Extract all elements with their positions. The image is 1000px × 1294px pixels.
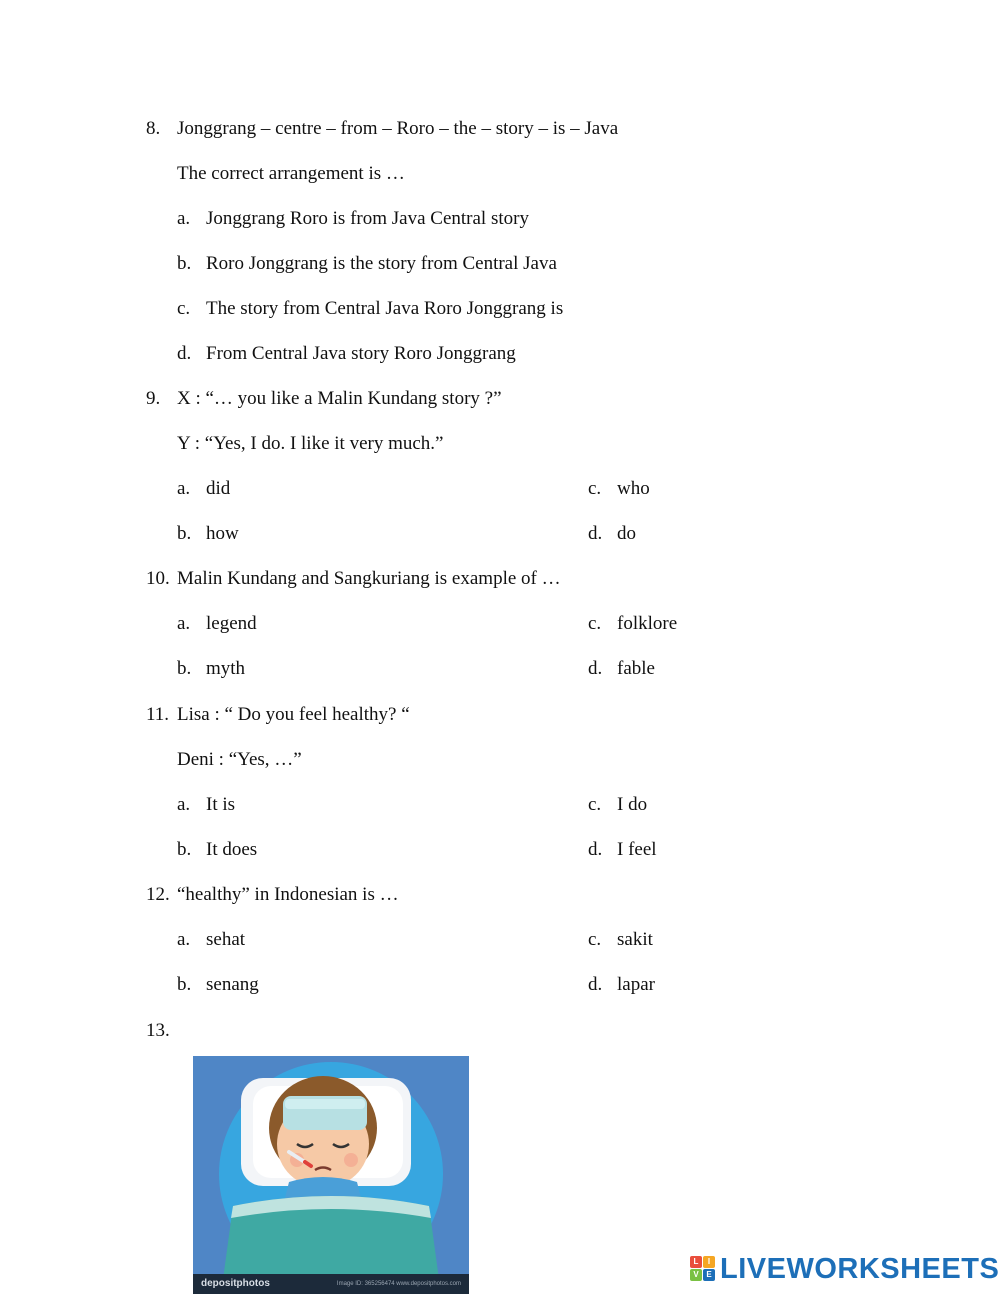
option-b[interactable] [177, 253, 557, 275]
option-c[interactable] [588, 613, 677, 635]
option-letter: c. [177, 298, 191, 319]
option-letter: a. [177, 208, 191, 229]
question-number: 11. [146, 704, 170, 725]
option-c[interactable] [588, 929, 653, 951]
option-letter: a. [177, 613, 191, 634]
option-letter: b. [177, 658, 192, 679]
question-prompt: Deni : “Yes, …” [177, 749, 302, 770]
image-id-text: Image ID: 365256474 www.depositphotos.com [336, 1281, 461, 1287]
option-text: From Central Java story Roro Jonggrang [206, 343, 516, 364]
option-d[interactable] [177, 343, 516, 365]
liveworksheets-logo[interactable] [690, 1252, 999, 1286]
question-number: 13. [146, 1020, 170, 1041]
liveworksheets-wordmark: LIVEWORKSHEETS [720, 1252, 1000, 1285]
option-letter: d. [177, 343, 192, 364]
option-d[interactable] [588, 974, 655, 996]
option-text: fable [617, 658, 655, 679]
option-d[interactable] [588, 523, 636, 545]
option-b[interactable] [177, 523, 239, 545]
option-letter: a. [177, 478, 191, 499]
option-letter: c. [588, 613, 602, 634]
question-stem: Malin Kundang and Sangkuriang is example of … [177, 568, 561, 589]
question-stem: X : “… you like a Malin Kundang story ?” [177, 388, 502, 409]
option-d[interactable] [588, 839, 657, 861]
option-letter: d. [588, 974, 603, 995]
option-text: who [617, 478, 650, 499]
logo-letter-tile: E [703, 1269, 715, 1281]
option-a[interactable] [177, 929, 245, 951]
option-text: I feel [617, 839, 657, 860]
option-text: lapar [617, 974, 655, 995]
option-a[interactable] [177, 208, 529, 230]
option-text: do [617, 523, 636, 544]
option-letter: b. [177, 974, 192, 995]
option-text: Jonggrang Roro is from Java Central story [206, 208, 529, 229]
question-number: 8. [146, 118, 161, 139]
question-stem: Jonggrang – centre – from – Roro – the – story – is – Java [177, 118, 619, 139]
option-b[interactable] [177, 658, 245, 680]
option-letter: a. [177, 794, 191, 815]
option-text: how [206, 523, 239, 544]
option-letter: b. [177, 523, 192, 544]
option-text: legend [206, 613, 257, 634]
question-prompt: The correct arrangement is … [177, 163, 405, 184]
option-a[interactable] [177, 613, 257, 635]
question-number: 12. [146, 884, 170, 905]
question-number: 10. [146, 568, 170, 589]
option-text: It is [206, 794, 236, 815]
sick-child-image [193, 1056, 469, 1294]
option-letter: c. [588, 794, 602, 815]
depositphotos-brand: depositphotos [201, 1278, 270, 1289]
stock-photo-footer [193, 1274, 469, 1294]
option-letter: d. [588, 523, 603, 544]
option-text: sakit [617, 929, 653, 950]
question-stem: Lisa : “ Do you feel healthy? “ [177, 704, 410, 725]
option-b[interactable] [177, 839, 257, 861]
option-letter: b. [177, 839, 192, 860]
question-stem: “healthy” in Indonesian is … [177, 884, 399, 905]
option-text: The story from Central Java Roro Jonggrang is [206, 298, 564, 319]
option-text: did [206, 478, 231, 499]
liveworksheets-icon [690, 1256, 716, 1282]
option-c[interactable] [588, 478, 650, 500]
option-a[interactable] [177, 478, 230, 500]
option-letter: c. [588, 929, 602, 950]
option-text: folklore [617, 613, 678, 634]
logo-letter-tile: L [690, 1256, 702, 1268]
option-text: sehat [206, 929, 246, 950]
option-c[interactable] [588, 794, 647, 816]
option-letter: a. [177, 929, 191, 950]
option-text: I do [617, 794, 648, 815]
option-letter: d. [588, 658, 603, 679]
option-d[interactable] [588, 658, 655, 680]
option-letter: d. [588, 839, 603, 860]
option-letter: c. [588, 478, 602, 499]
option-text: Roro Jonggrang is the story from Central Java [206, 253, 557, 274]
option-text: It does [206, 839, 258, 860]
option-c[interactable] [177, 298, 563, 320]
option-b[interactable] [177, 974, 259, 996]
option-a[interactable] [177, 794, 235, 816]
option-letter: b. [177, 253, 192, 274]
logo-letter-tile: I [703, 1256, 715, 1268]
option-text: myth [206, 658, 246, 679]
logo-letter-tile: V [690, 1269, 702, 1281]
option-text: senang [206, 974, 259, 995]
question-number: 9. [146, 388, 161, 409]
sick-child-illustration [193, 1056, 469, 1294]
question-prompt: Y : “Yes, I do. I like it very much.” [177, 433, 444, 454]
